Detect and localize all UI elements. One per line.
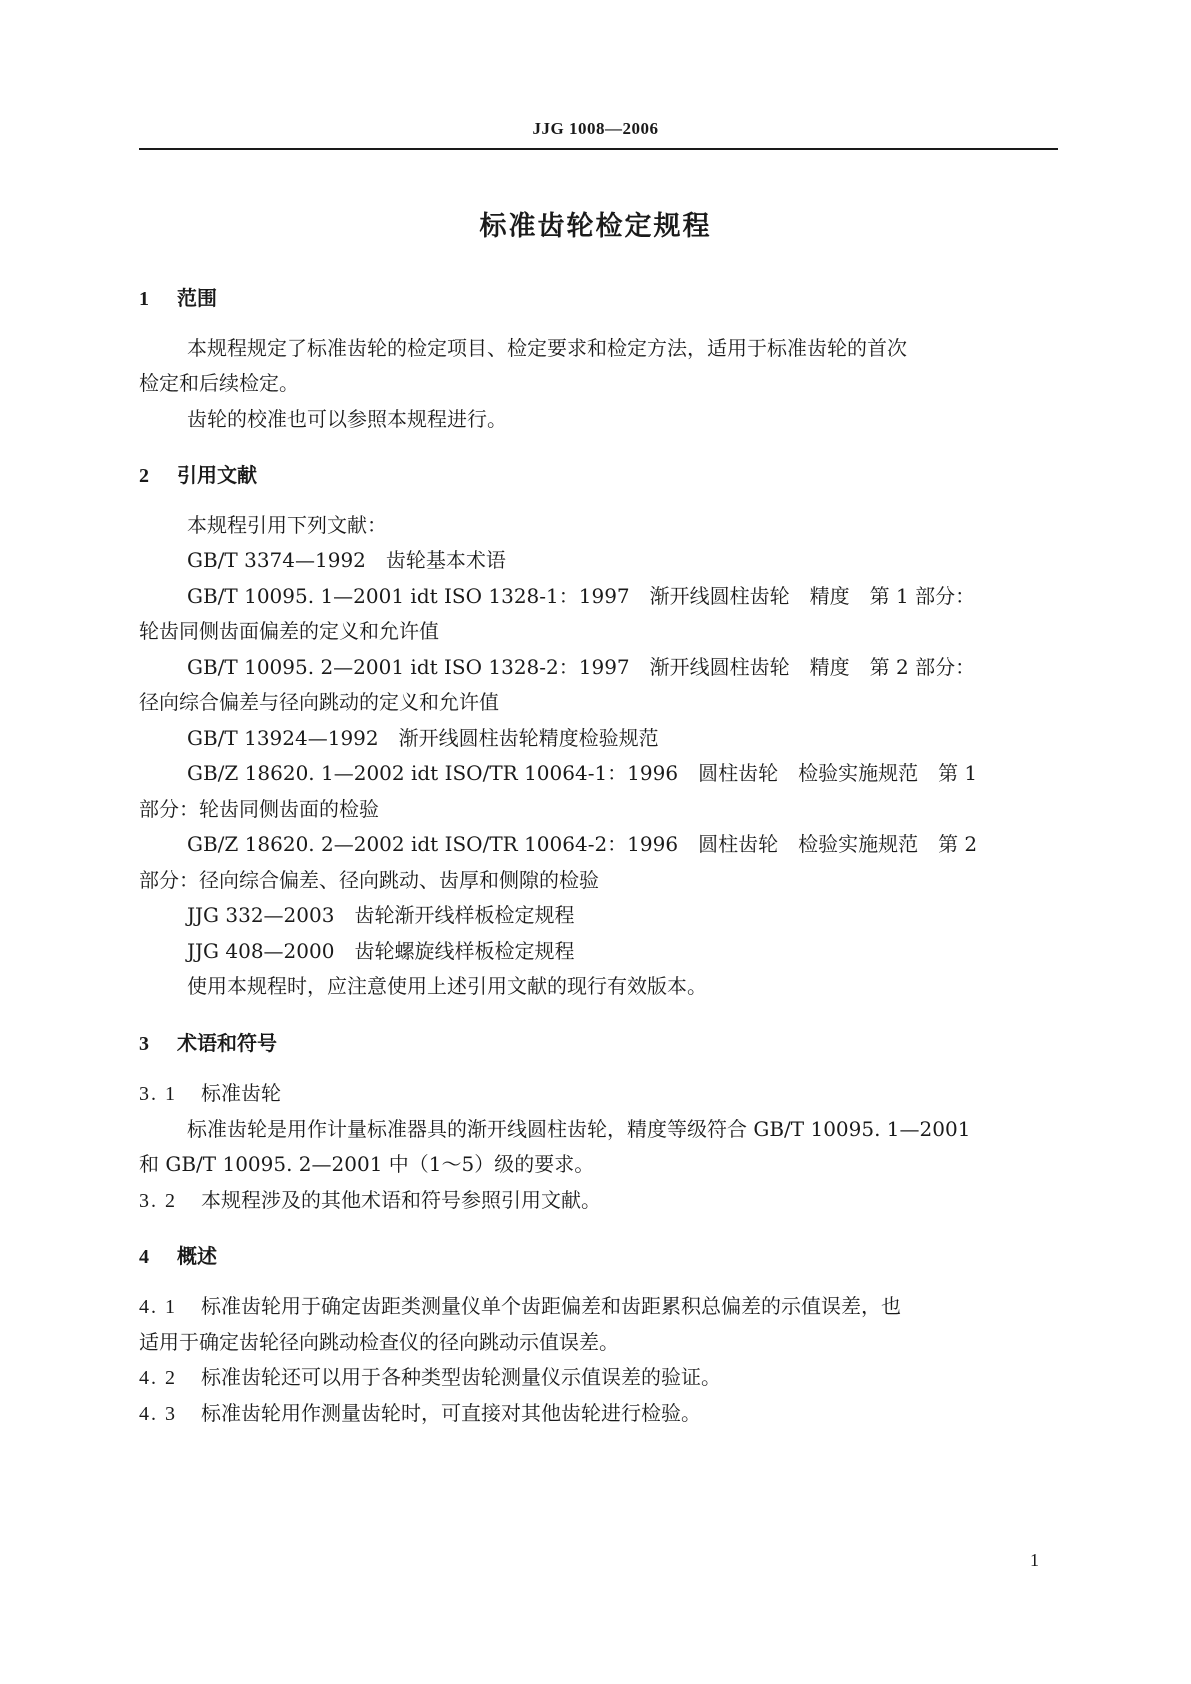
reference-item: JJG 408—2000 齿轮螺旋线样板检定规程 — [187, 939, 575, 963]
subsection-text: 标准齿轮还可以用于各种类型齿轮测量仪示值误差的验证。 — [201, 1365, 721, 1389]
document-code-header: JJG 1008—2006 — [532, 119, 659, 138]
reference-item-cont: 径向综合偏差与径向跳动的定义和允许值 — [139, 690, 499, 714]
subsection-number: 4. 3 — [139, 1403, 177, 1425]
section-title: 术语和符号 — [177, 1031, 277, 1055]
subsection-text: 标准齿轮用作测量齿轮时，可直接对其他齿轮进行检验。 — [201, 1401, 701, 1425]
section-number: 1 — [139, 288, 149, 310]
section-title: 引用文献 — [177, 463, 257, 487]
page-number: 1 — [1030, 1550, 1039, 1570]
section-number: 3 — [139, 1033, 149, 1055]
subsection-number: 4. 2 — [139, 1367, 177, 1389]
subsection-text: 标准齿轮用于确定齿距类测量仪单个齿距偏差和齿距累积总偏差的示值误差，也 — [201, 1294, 901, 1318]
section-3-heading — [139, 1027, 277, 1056]
reference-item-cont: 轮齿同侧齿面偏差的定义和允许值 — [139, 619, 439, 643]
reference-item: GB/T 10095. 2—2001 idt ISO 1328-2：1997 渐开线圆柱齿轮 精度 第 2 部分： — [187, 655, 976, 679]
subsection-4-2 — [139, 1363, 721, 1392]
s2-intro: 本规程引用下列文献： — [187, 513, 387, 537]
section-title: 概述 — [177, 1244, 217, 1268]
subsection-number: 3. 1 — [139, 1083, 177, 1105]
s2-note: 使用本规程时，应注意使用上述引用文献的现行有效版本。 — [187, 974, 707, 998]
section-number: 2 — [139, 465, 149, 487]
s1-para2: 齿轮的校准也可以参照本规程进行。 — [187, 407, 507, 431]
reference-item: GB/T 10095. 1—2001 idt ISO 1328-1：1997 渐开线圆柱齿轮 精度 第 1 部分： — [187, 584, 976, 608]
subsection-3-1-heading — [139, 1079, 281, 1108]
s3-1-line1: 标准齿轮是用作计量标准器具的渐开线圆柱齿轮，精度等级符合 GB/T 10095. 1—2001 — [187, 1117, 971, 1141]
s1-para1-line2: 检定和后续检定。 — [139, 371, 299, 395]
reference-item: GB/T 13924—1992 渐开线圆柱齿轮精度检验规范 — [187, 726, 659, 750]
s4-1-line2: 适用于确定齿轮径向跳动检查仪的径向跳动示值误差。 — [139, 1330, 619, 1354]
subsection-text: 本规程涉及的其他术语和符号参照引用文献。 — [201, 1188, 601, 1212]
document-title: 标准齿轮检定规程 — [479, 211, 712, 242]
reference-item: GB/Z 18620. 1—2002 idt ISO/TR 10064-1：1996 圆柱齿轮 检验实施规范 第 1 — [187, 761, 978, 785]
subsection-3-2 — [139, 1186, 601, 1215]
reference-item-cont: 部分：径向综合偏差、径向跳动、齿厚和侧隙的检验 — [139, 868, 599, 892]
subsection-number: 3. 2 — [139, 1190, 177, 1212]
reference-item: JJG 332—2003 齿轮渐开线样板检定规程 — [187, 903, 575, 927]
reference-item: GB/Z 18620. 2—2002 idt ISO/TR 10064-2：1996 圆柱齿轮 检验实施规范 第 2 — [187, 832, 978, 856]
s3-1-line2: 和 GB/T 10095. 2—2001 中（1～5）级的要求。 — [139, 1152, 595, 1176]
header-rule — [139, 148, 1058, 150]
section-2-heading — [139, 459, 257, 488]
subsection-4-1 — [139, 1292, 901, 1321]
section-number: 4 — [139, 1246, 149, 1268]
subsection-4-3 — [139, 1399, 701, 1428]
subsection-title: 标准齿轮 — [201, 1081, 281, 1105]
reference-item-cont: 部分：轮齿同侧齿面的检验 — [139, 797, 379, 821]
section-4-heading — [139, 1240, 217, 1269]
subsection-number: 4. 1 — [139, 1296, 177, 1318]
reference-item: GB/T 3374—1992 齿轮基本术语 — [187, 548, 506, 572]
section-title: 范围 — [177, 286, 217, 310]
section-1-heading — [139, 282, 217, 311]
s1-para1-line1: 本规程规定了标准齿轮的检定项目、检定要求和检定方法，适用于标准齿轮的首次 — [187, 336, 907, 360]
